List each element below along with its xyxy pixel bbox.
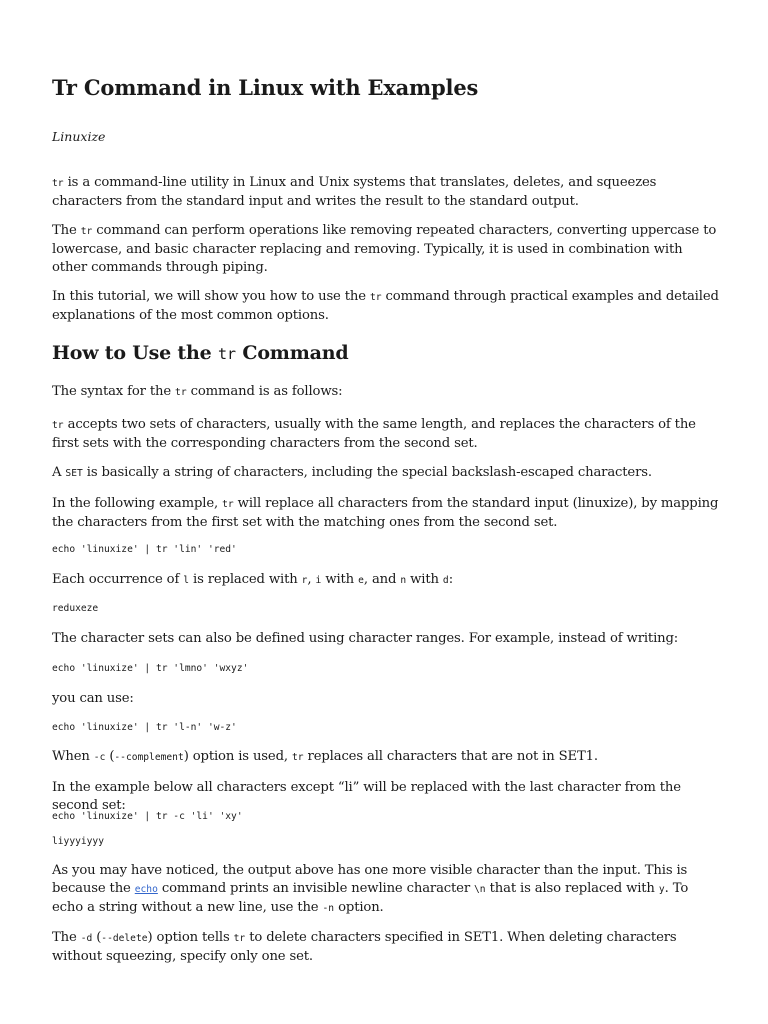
inline-code: r [301, 575, 308, 586]
inline-code: tr [217, 345, 236, 363]
delete-paragraph: The -d (--delete) option tells tr to delete characters specified in SET1. When deleting characters without squeezing, specify only one set. [52, 930, 677, 964]
example-paragraph: In the following example, tr will replace all characters from the standard input (linuxize), by mapping the characters from the first set with the matching ones from the second set. [52, 496, 719, 530]
newline-paragraph: As you may have noticed, the output above has one more visible character than the input. This is because the echo command prints an invisible newline character \n that is also replaced with y. To echo a string without a new line, use the -n option. [52, 863, 689, 915]
inline-code: --complement [114, 752, 184, 763]
occurrence-paragraph: Each occurrence of l is replaced with r, i with e, and n with d: [52, 572, 453, 587]
inline-code: SET [65, 468, 83, 479]
output-block-2: liyyyiyyy [52, 836, 104, 847]
set-definition-paragraph: A SET is basically a string of characters, including the special backslash-escaped characters. [52, 465, 652, 480]
inline-code: -d [80, 933, 93, 944]
inline-code: n [400, 575, 407, 586]
code-block-1: echo 'linuxize' | tr 'lin' 'red' [52, 544, 237, 555]
code-block-4: echo 'linuxize' | tr -c 'li' 'xy' [52, 811, 243, 822]
section-heading: How to Use the tr Command [52, 342, 349, 364]
inline-code: i [315, 575, 322, 586]
inline-code: -n [322, 903, 335, 914]
syntax-paragraph: The syntax for the tr command is as follows: [52, 384, 343, 399]
inline-code: e [358, 575, 364, 586]
inline-code: l [183, 575, 189, 586]
echo-link[interactable]: echo [134, 884, 158, 895]
ranges-paragraph: The character sets can also be defined using character ranges. For example, instead of writing: [52, 631, 679, 646]
inline-code: d [442, 575, 449, 586]
author-byline: Linuxize [52, 129, 106, 144]
code-block-3: echo 'linuxize' | tr 'l-n' 'w-z' [52, 722, 237, 733]
code-block-2: echo 'linuxize' | tr 'lmno' 'wxyz' [52, 663, 249, 674]
inline-code: y [658, 884, 665, 895]
except-paragraph: In the example below all characters except “li” will be replaced with the last character from the second set: [52, 780, 681, 813]
intro-paragraph-2: The tr command can perform operations like removing repeated characters, converting uppercase to lowercase, and basic character replacing and removing. Typically, it is used in combination with other commands through piping. [52, 223, 717, 275]
inline-code: \n [474, 884, 486, 895]
inline-code: tr [52, 420, 64, 431]
inline-code: -c [93, 752, 106, 763]
sets-paragraph: tr accepts two sets of characters, usually with the same length, and replaces the characters of the first sets with the corresponding characters from the second set. [52, 417, 696, 451]
complement-paragraph: When -c (--complement) option is used, tr replaces all characters that are not in SET1. [52, 749, 598, 764]
inline-code: tr [80, 226, 93, 237]
inline-code: tr [233, 933, 246, 944]
intro-paragraph-3: In this tutorial, we will show you how to use the tr command through practical examples and detailed explanations of the most common options. [52, 289, 719, 323]
output-block-1: reduxeze [52, 603, 99, 614]
inline-code: tr [175, 387, 187, 398]
inline-code: tr [369, 292, 382, 303]
you-can-use-paragraph: you can use: [52, 691, 134, 706]
intro-paragraph-1: tr is a command-line utility in Linux and Unix systems that translates, deletes, and squeezes characters from the standard input and writes the result to the standard output. [52, 175, 657, 209]
inline-code: tr [222, 499, 234, 510]
inline-code: tr [291, 752, 304, 763]
inline-code: --delete [101, 933, 148, 944]
inline-code: tr [52, 178, 64, 189]
page-title: Tr Command in Linux with Examples [52, 75, 479, 100]
